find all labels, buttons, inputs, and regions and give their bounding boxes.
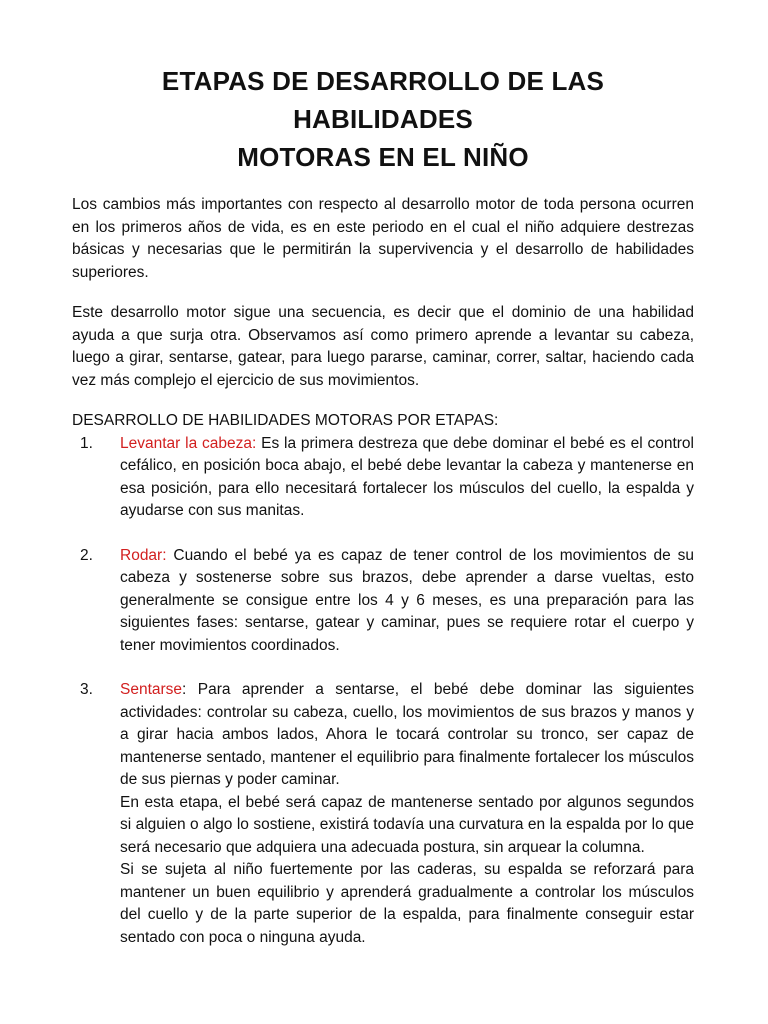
steps-list <box>72 433 694 950</box>
title-line-2: MOTORAS EN EL NIÑO <box>237 142 529 172</box>
title-line-1: ETAPAS DE DESARROLLO DE LAS HABILIDADES <box>161 66 605 134</box>
step-body <box>120 433 694 523</box>
step-body <box>120 545 694 658</box>
step-extra-paragraph: Si se sujeta al niño fuertemente por las caderas, su espalda se reforzará para mantener un buen equilibrio y aprenderá gradualmente a controlar los músculos del cuello y de la parte superior de la espalda, para finalmente conseguir estar sentado con poca o ninguna ayuda. <box>120 861 694 946</box>
step-item-levantar-cabeza <box>72 433 694 523</box>
section-heading: DESARROLLO DE HABILIDADES MOTORAS POR ETAPAS: <box>72 412 499 429</box>
document-page <box>72 62 694 971</box>
step-text: Cuando el bebé ya es capaz de tener control de los movimientos de su cabeza y sostenerse sobre sus brazos, debe aprender a darse vueltas, esto generalmente se consigue entre los 4 y 6 meses, es una preparación para las siguientes fases: sentarse, gatear y caminar, pues se requiere rotar el cuerpo y tener movimientos coordinados. <box>120 546 694 654</box>
step-item-rodar <box>72 545 694 658</box>
step-number: 2. <box>80 546 93 564</box>
step-body <box>120 679 694 792</box>
page-title <box>72 62 694 176</box>
step-name: Levantar la cabeza: <box>120 434 257 452</box>
step-name: Sentarse <box>120 681 183 698</box>
step-name: Rodar: <box>120 546 167 564</box>
step-number: 1. <box>80 434 93 452</box>
step-text: : Para aprender a sentarse, el bebé debe dominar las siguientes actividades: controlar su cabeza, cuello, los movimientos de sus brazos y manos y a girar hacia ambos lados, Ahora le tocará controlar su tronco, ser capaz de mantenerse sentado, mantener el equilibrio para finalmente fortalecer los músculos de sus piernas y poder caminar. <box>120 681 694 788</box>
step-extra-paragraph: En esta etapa, el bebé será capaz de mantenerse sentado por algunos segundos si alguien o algo lo sostiene, existirá todavía una curvatura en la espalda por lo que será necesario que adquiera una adecuada postura, sin arquear la columna. <box>120 793 694 856</box>
step-number: 3. <box>80 681 93 698</box>
intro-paragraph: Los cambios más importantes con respecto al desarrollo motor de toda persona ocurren en los primeros años de vida, es en este periodo en el cual el niño adquiere destrezas básicas y necesarias que le permitirán la supervivencia y el desarrollo de habilidades superiores. <box>72 196 694 281</box>
step-item-sentarse <box>72 679 694 949</box>
step-text: Es la primera destreza que debe dominar el bebé es el control cefálico, en posición boca abajo, el bebé debe levantar la cabeza y mantenerse en esa posición, para ello necesitará fortalecer los músculos del cuello, la espalda y ayudarse con sus manitas. <box>120 434 694 519</box>
sequence-paragraph: Este desarrollo motor sigue una secuencia, es decir que el dominio de una habilidad ayuda a que surja otra. Observamos así como primero aprende a levantar su cabeza, luego a girar, sentarse, gatear, para luego pararse, caminar, correr, saltar, haciendo cada vez más complejo el ejercicio de sus movimientos. <box>72 304 694 389</box>
